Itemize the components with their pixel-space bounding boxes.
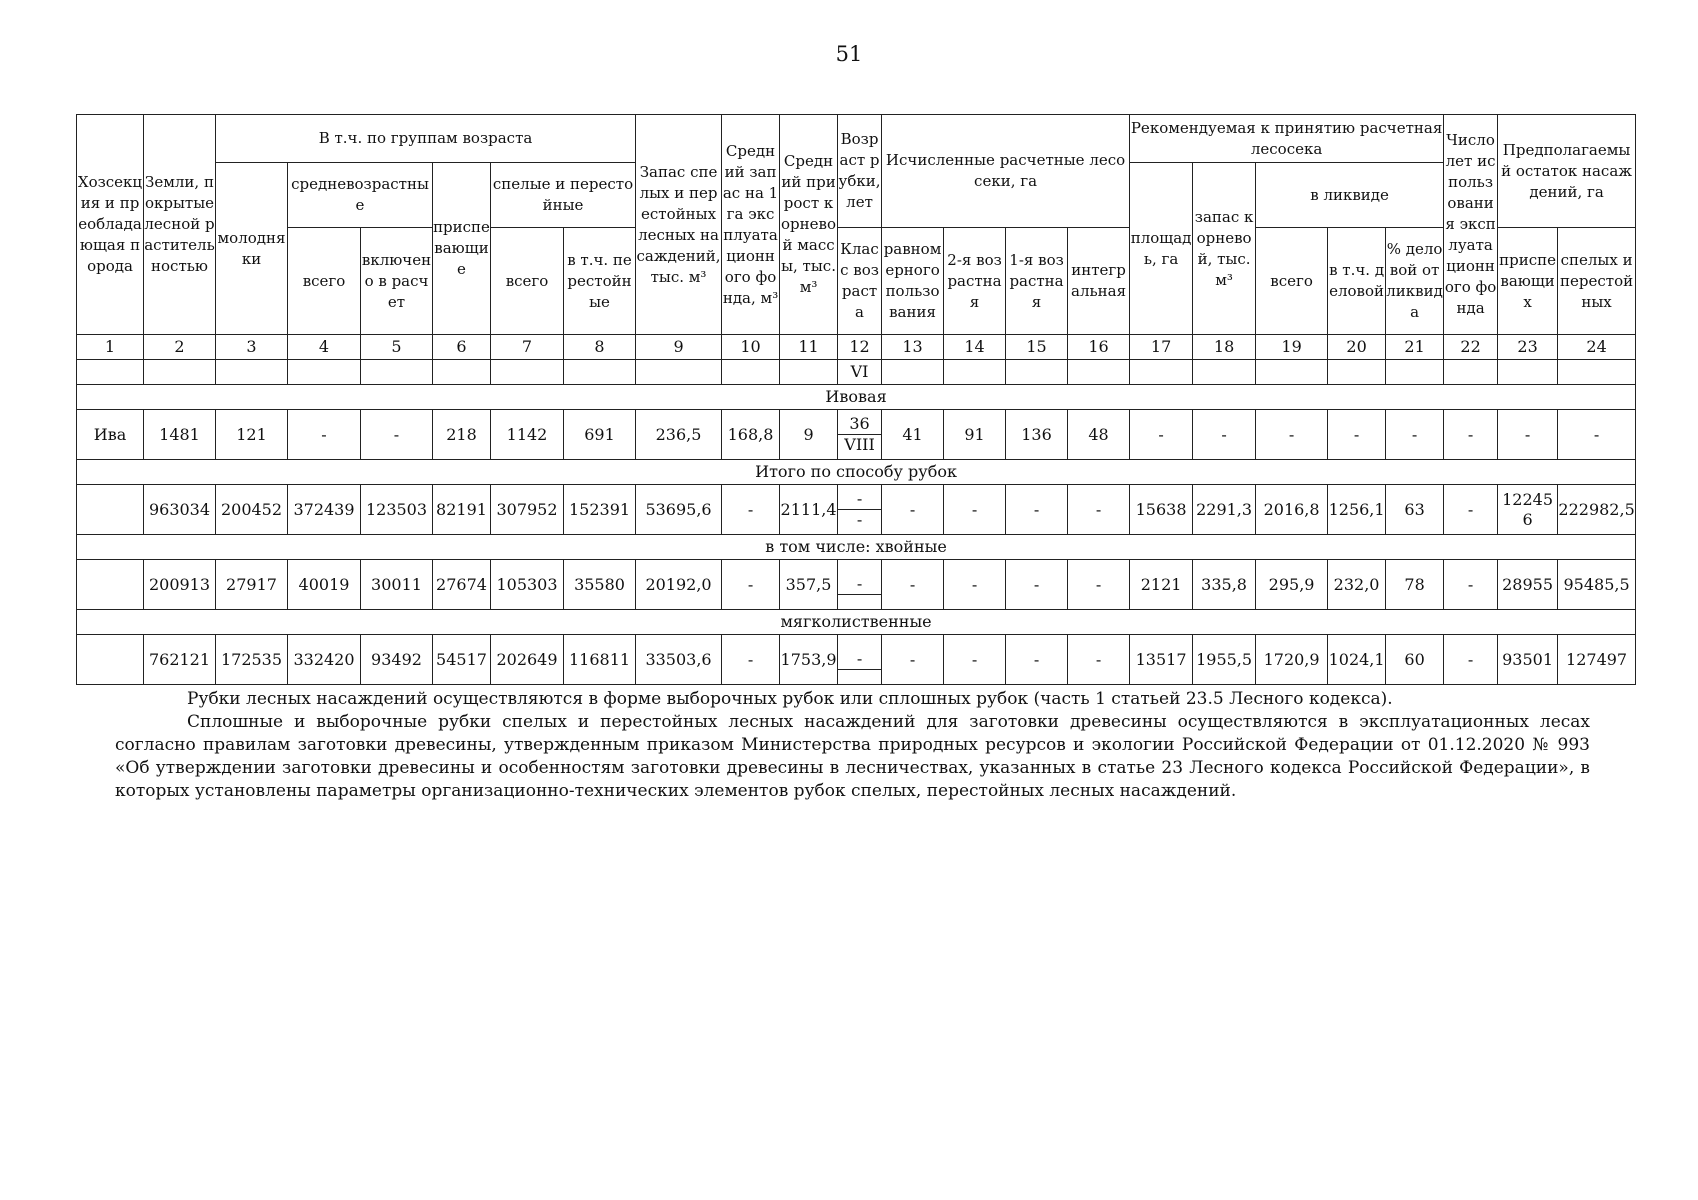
column-number: 5 — [361, 335, 433, 360]
header-young: молодняки — [216, 163, 288, 335]
table-cell: 222982,5 — [1558, 485, 1636, 535]
table-cell-split — [838, 560, 882, 610]
table-cell: 27674 — [433, 560, 491, 610]
column-number: 21 — [1386, 335, 1444, 360]
table-cell: - — [1444, 560, 1498, 610]
table-cell: 27917 — [216, 560, 288, 610]
paragraph-logging-forms: Рубки лесных насаждений осуществляются в форме выборочных рубок или сплошных рубок (часть 1 статьей 23.5 Лесного кодекса). — [187, 689, 1393, 709]
header-expected-remainder: Предполагаемый остаток насаждений, га — [1498, 115, 1636, 228]
table-cell: 48 — [1068, 410, 1130, 460]
table-cell: 357,5 — [780, 560, 838, 610]
header-liquid-business: в т.ч. деловой — [1328, 228, 1386, 335]
column-number: 3 — [216, 335, 288, 360]
table-row — [77, 410, 1636, 460]
table-cell: 1481 — [144, 410, 216, 460]
column-number: 10 — [722, 335, 780, 360]
header-business-percent: % деловой от ликвида — [1386, 228, 1444, 335]
header-integral: интегральная — [1068, 228, 1130, 335]
table-cell: - — [1256, 410, 1328, 460]
column-number: 19 — [1256, 335, 1328, 360]
table-cell: - — [1444, 485, 1498, 535]
header-root-stock: запас корневой, тыс. м³ — [1193, 163, 1256, 335]
body-text — [115, 688, 1590, 803]
section-title-softwood: мягколиственные — [77, 610, 1636, 635]
table-cell: 13517 — [1130, 635, 1193, 685]
column-number: 12 — [838, 335, 882, 360]
table-cell: 82191 — [433, 485, 491, 535]
table-cell: 63 — [1386, 485, 1444, 535]
table-cell: - — [882, 485, 944, 535]
table-cell: 127497 — [1558, 635, 1636, 685]
table-cell: 1024,1 — [1328, 635, 1386, 685]
header-area: площадь, га — [1130, 163, 1193, 335]
table-cell: 236,5 — [636, 410, 722, 460]
table-cell: 202649 — [491, 635, 564, 685]
age-class-value: - — [838, 509, 881, 530]
table-cell: - — [944, 635, 1006, 685]
table-cell: - — [1386, 410, 1444, 460]
table-cell-split — [838, 485, 882, 535]
header-cutting-age: Возраст рубки, лет — [838, 115, 882, 228]
table-cell: 1256,1 — [1328, 485, 1386, 535]
table-cell: 41 — [882, 410, 944, 460]
table-cell: 1955,5 — [1193, 635, 1256, 685]
table-cell: 78 — [1386, 560, 1444, 610]
table-cell: - — [1068, 485, 1130, 535]
table-cell: 123503 — [361, 485, 433, 535]
table-cell: 30011 — [361, 560, 433, 610]
table-cell: 35580 — [564, 560, 636, 610]
table-cell: 28955 — [1498, 560, 1558, 610]
header-middle-total: всего — [288, 228, 361, 335]
header-liquid-total: всего — [1256, 228, 1328, 335]
table-cell: 218 — [433, 410, 491, 460]
table-cell: - — [1006, 635, 1068, 685]
table-cell: - — [1444, 635, 1498, 685]
column-number: 15 — [1006, 335, 1068, 360]
table-cell: - — [882, 635, 944, 685]
table-cell: 762121 — [144, 635, 216, 685]
header-age-groups: В т.ч. по группам возраста — [216, 115, 636, 163]
table-cell: - — [944, 560, 1006, 610]
table-cell: 136 — [1006, 410, 1068, 460]
table-cell: 95485,5 — [1558, 560, 1636, 610]
table-cell: 93492 — [361, 635, 433, 685]
table-cell: 116811 — [564, 635, 636, 685]
table-cell: 332420 — [288, 635, 361, 685]
table-cell: 691 — [564, 410, 636, 460]
header-overmature: в т.ч. перестойные — [564, 228, 636, 335]
table-cell: - — [361, 410, 433, 460]
column-number: 8 — [564, 335, 636, 360]
header-forested-land: Земли, покрытые лесной растительностью — [144, 115, 216, 335]
header-uniform-use: равномерного пользования — [882, 228, 944, 335]
table-cell: 60 — [1386, 635, 1444, 685]
table-cell: 963034 — [144, 485, 216, 535]
paragraph-logging-rules: Сплошные и выборочные рубки спелых и перестойных лесных насаждений для заготовки древесины осуществляются в эксплуатационных лесах согласно правилам заготовки древесины, утвержденным приказом Министерства природных ресурсов и экологии Российской Федерации от 01.12.2020 № 993 «Об утверждении заготовки древесины и особенностям заготовки древесины в лесничествах, указанных в статье 23 Лесного кодекса Российской Федерации», в которых установлены параметры организационно-технических элементов рубок спелых, перестойных лесных насаждений. — [115, 712, 1590, 801]
table-cell: 15638 — [1130, 485, 1193, 535]
column-number: 13 — [882, 335, 944, 360]
table-cell: 200452 — [216, 485, 288, 535]
header-mature-stock: Запас спелых и перестойных лесных насаждений, тыс. м³ — [636, 115, 722, 335]
column-number: 14 — [944, 335, 1006, 360]
table-cell: 105303 — [491, 560, 564, 610]
table-cell — [77, 635, 144, 685]
header-years-of-use: Число лет использования эксплуатационного фонда — [1444, 115, 1498, 335]
header-recommended-area: Рекомендуемая к принятию расчетная лесосека — [1130, 115, 1444, 163]
table-cell: 93501 — [1498, 635, 1558, 685]
header-avg-growth: Средний прирост корневой массы, тыс. м³ — [780, 115, 838, 335]
table-cell: - — [1444, 410, 1498, 460]
column-number: 11 — [780, 335, 838, 360]
table-cell: 1142 — [491, 410, 564, 460]
table-cell: 121 — [216, 410, 288, 460]
table-cell-split — [838, 635, 882, 685]
header-age-class: Класс возраста — [838, 228, 882, 335]
column-number: 23 — [1498, 335, 1558, 360]
table-cell: - — [1130, 410, 1193, 460]
header-remainder-premature: приспевающих — [1498, 228, 1558, 335]
table-cell: 122456 — [1498, 485, 1558, 535]
age-class-row — [77, 360, 1636, 385]
table-cell: - — [1068, 560, 1130, 610]
column-number: 9 — [636, 335, 722, 360]
age-class-value — [838, 669, 881, 670]
column-number: 18 — [1193, 335, 1256, 360]
column-number: 2 — [144, 335, 216, 360]
column-number: 7 — [491, 335, 564, 360]
table-cell: 40019 — [288, 560, 361, 610]
header-in-liquid: в ликвиде — [1256, 163, 1444, 228]
header-mature: спелые и перестойные — [491, 163, 636, 228]
column-number: 16 — [1068, 335, 1130, 360]
column-number: 17 — [1130, 335, 1193, 360]
table-cell: - — [722, 485, 780, 535]
column-number: 24 — [1558, 335, 1636, 360]
section-title-willow: Ивовая — [77, 385, 1636, 410]
table-cell — [77, 560, 144, 610]
section-title-coniferous: в том числе: хвойные — [77, 535, 1636, 560]
table-cell: - — [722, 560, 780, 610]
header-middle-aged: средневозрастные — [288, 163, 433, 228]
cutting-age-value: - — [856, 649, 863, 668]
table-cell: 20192,0 — [636, 560, 722, 610]
column-number: 4 — [288, 335, 361, 360]
header-avg-stock: Средний запас на 1 га эксплуатационного фонда, м³ — [722, 115, 780, 335]
table-cell: 1720,9 — [1256, 635, 1328, 685]
table-cell: - — [1558, 410, 1636, 460]
table-cell: 53695,6 — [636, 485, 722, 535]
table-cell: - — [944, 485, 1006, 535]
table-cell: 2291,3 — [1193, 485, 1256, 535]
table-cell: - — [1498, 410, 1558, 460]
table-cell: 168,8 — [722, 410, 780, 460]
table-cell: 1753,9 — [780, 635, 838, 685]
table-cell: 2121 — [1130, 560, 1193, 610]
table-cell: - — [722, 635, 780, 685]
table-cell: 232,0 — [1328, 560, 1386, 610]
cutting-age-value: - — [856, 489, 863, 508]
column-number: 22 — [1444, 335, 1498, 360]
cutting-age-value: - — [856, 574, 863, 593]
table-row — [77, 635, 1636, 685]
table-row — [77, 560, 1636, 610]
column-number: 1 — [77, 335, 144, 360]
table-cell: - — [1193, 410, 1256, 460]
table-row — [77, 485, 1636, 535]
header-mature-total: всего — [491, 228, 564, 335]
table-cell: Ива — [77, 410, 144, 460]
table-cell: 372439 — [288, 485, 361, 535]
age-class-value — [838, 594, 881, 595]
table-cell: 54517 — [433, 635, 491, 685]
table-cell: - — [1068, 635, 1130, 685]
table-cell: 335,8 — [1193, 560, 1256, 610]
column-number: 6 — [433, 335, 491, 360]
table-cell: 9 — [780, 410, 838, 460]
age-class-value: VIII — [838, 434, 881, 455]
header-middle-included: включено в расчет — [361, 228, 433, 335]
section-title-total: Итого по способу рубок — [77, 460, 1636, 485]
header-pre-mature: приспевающие — [433, 163, 491, 335]
page-number: 51 — [835, 42, 863, 66]
cutting-age-value: 36 — [849, 414, 870, 433]
age-class-value: VI — [838, 360, 882, 385]
header-remainder-mature: спелых и перестойных — [1558, 228, 1636, 335]
header-first-age: 1-я возрастная — [1006, 228, 1068, 335]
header-farm-section: Хозсекция и преобладающая порода — [77, 115, 144, 335]
table-cell: 152391 — [564, 485, 636, 535]
column-number-row — [77, 335, 1636, 360]
table-cell: 2111,4 — [780, 485, 838, 535]
table-cell — [77, 485, 144, 535]
table-cell: - — [1006, 485, 1068, 535]
table-cell: - — [1006, 560, 1068, 610]
header-calculated-areas: Исчисленные расчетные лесосеки, га — [882, 115, 1130, 228]
header-second-age: 2-я возрастная — [944, 228, 1006, 335]
table-cell: - — [1328, 410, 1386, 460]
table-cell: 295,9 — [1256, 560, 1328, 610]
table-cell: 33503,6 — [636, 635, 722, 685]
table-cell: 91 — [944, 410, 1006, 460]
table-cell: 200913 — [144, 560, 216, 610]
table-cell-split — [838, 410, 882, 460]
table-cell: - — [288, 410, 361, 460]
table-cell: 307952 — [491, 485, 564, 535]
table-cell: 172535 — [216, 635, 288, 685]
forest-harvest-table — [76, 114, 1636, 685]
column-number: 20 — [1328, 335, 1386, 360]
table-cell: 2016,8 — [1256, 485, 1328, 535]
table-cell: - — [882, 560, 944, 610]
